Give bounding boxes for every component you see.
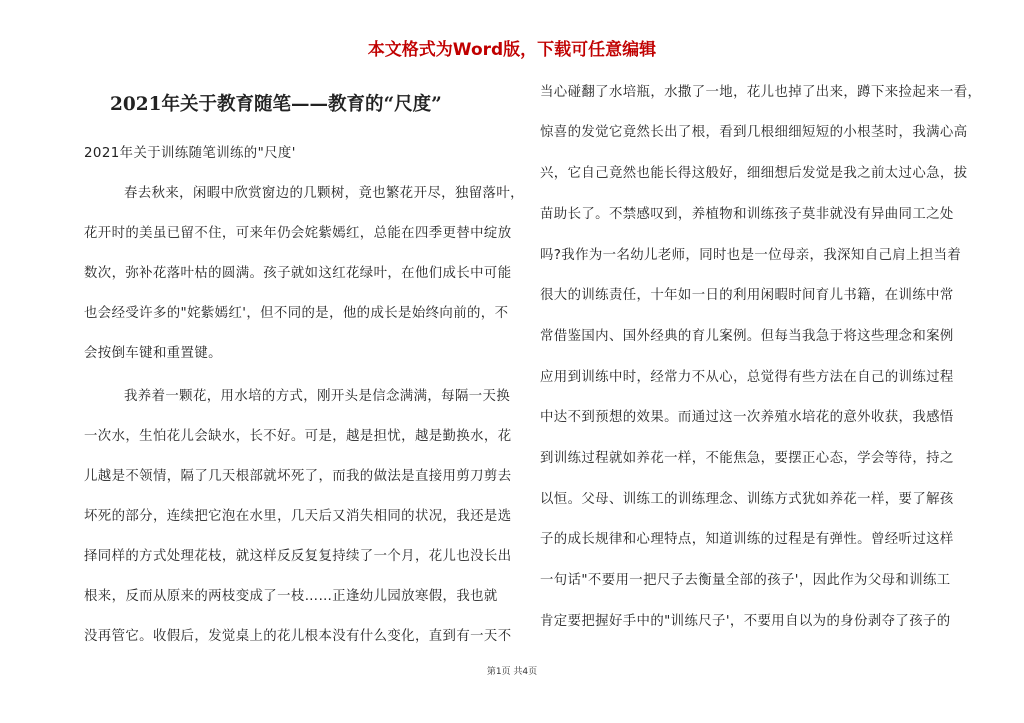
article-title: 2021年关于教育随笔——教育的“尺度”: [110, 94, 442, 115]
paragraph-line: 兴，它自己竟然也能长得这般好，细细想后发觉是我之前太过心急，拔: [540, 166, 968, 181]
paragraph-line: 根来，反而从原来的两枝变成了一枝……正逢幼儿园放寒假，我也就: [84, 589, 498, 604]
paragraph-line: 我养着一颗花，用水培的方式，刚开头是信念满满，每隔一天换: [124, 389, 511, 404]
paragraph-line: 花开时的美虽已留不住，可来年仍会姹紫嫣红，总能在四季更替中绽放: [84, 226, 512, 241]
paragraph-line: 很大的训练责任，十年如一日的利用闲暇时间育儿书籍，在训练中常: [540, 288, 954, 303]
paragraph-line: 常借鉴国内、国外经典的育儿案例。但每当我急于将这些理念和案例: [540, 329, 954, 344]
paragraph-line: 坏死的部分，连续把它泡在水里，几天后又消失相同的状况，我还是选: [84, 509, 512, 524]
paragraph-line: 到训练过程就如养花一样，不能焦急，要摆正心态，学会等待，持之: [540, 451, 954, 466]
paragraph-line: 苗助长了。不禁感叹到，养植物和训练孩子莫非就没有异曲同工之处: [540, 207, 954, 222]
paragraph-line: 肯定要把握好手中的"训练尺子'，不要用自以为的身份剥夺了孩子的: [540, 614, 951, 629]
page-number: 第1页 共4页: [486, 667, 538, 677]
paragraph-line: 当心碰翻了水培瓶，水撒了一地，花儿也掉了出来，蹲下来捡起来一看，: [540, 85, 982, 100]
paragraph-line: 择同样的方式处理花枝，就这样反反复复持续了一个月，花儿也没长出: [84, 549, 512, 564]
paragraph-line: 也会经受许多的"姹紫嫣红'，但不同的是，他的成长是始终向前的，不: [84, 306, 509, 321]
paragraph-line: 一句话"不要用一把尺子去衡量全部的孩子'，因此作为父母和训练工: [540, 573, 951, 588]
paragraph-line: 子的成长规律和心理特点，知道训练的过程是有弹性。曾经听过这样: [540, 532, 954, 547]
paragraph-line: 没再管它。收假后，发觉桌上的花儿根本没有什么变化，直到有一天不: [84, 629, 512, 644]
conversion-banner: 本文格式为Word版，下载可任意编辑: [367, 40, 657, 60]
paragraph-line: 以恒。父母、训练工的训练理念、训练方式犹如养花一样，要了解孩: [540, 492, 954, 507]
paragraph-line: 春去秋来，闲暇中欣赏窗边的几颗树，竟也繁花开尽，独留落叶，: [124, 186, 524, 201]
paragraph-line: 会按倒车键和重置键。: [84, 346, 222, 361]
paragraph-line: 惊喜的发觉它竟然长出了根，看到几根细细短短的小根茎时，我满心高: [540, 125, 968, 140]
paragraph-line: 吗?我作为一名幼儿老师，同时也是一位母亲，我深知自己肩上担当着: [540, 248, 962, 263]
paragraph-line: 一次水，生怕花儿会缺水，长不好。可是，越是担忧，越是勤换水，花: [84, 429, 512, 444]
paragraph-line: 应用到训练中时，经常力不从心，总觉得有些方法在自己的训练过程: [540, 370, 954, 385]
paragraph-line: 中达不到预想的效果。而通过这一次养殖水培花的意外收获，我感悟: [540, 410, 954, 425]
paragraph-line: 数次，弥补花落叶枯的圆满。孩子就如这红花绿叶，在他们成长中可能: [84, 266, 512, 281]
subtitle-line: 2021年关于训练随笔训练的"尺度': [84, 146, 296, 161]
paragraph-line: 儿越是不领情，隔了几天根部就坏死了，而我的做法是直接用剪刀剪去: [84, 469, 512, 484]
